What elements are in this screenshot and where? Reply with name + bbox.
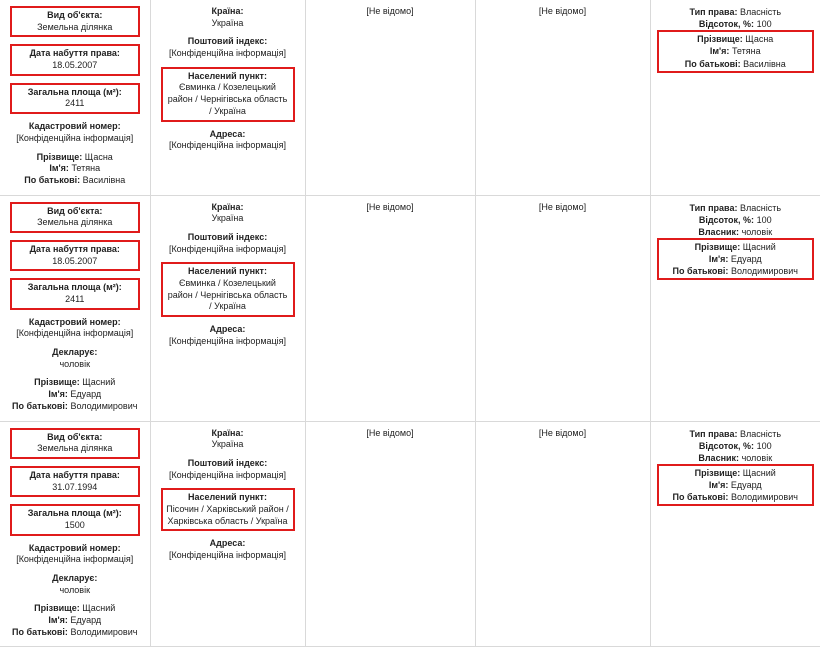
patronymic-value: Володимирович bbox=[70, 626, 138, 637]
row-1-rights-cell bbox=[650, 195, 820, 421]
total-area-value: 1500 bbox=[64, 519, 85, 530]
person-block bbox=[4, 377, 146, 412]
object-type-label: Вид об'єкта: bbox=[47, 205, 103, 216]
owner-surname-value: Щасний bbox=[742, 467, 776, 478]
declarant-value: чоловік bbox=[59, 584, 91, 595]
cadastral-block bbox=[4, 121, 146, 144]
surname-value: Щасний bbox=[82, 377, 116, 388]
owner-person-block bbox=[657, 464, 815, 506]
patronymic-value: Володимирович bbox=[70, 400, 138, 411]
right-type-label: Тип права: bbox=[689, 7, 738, 17]
country-block bbox=[155, 6, 301, 29]
postal-label: Поштовий індекс: bbox=[187, 231, 268, 242]
percent-label: Відсоток, %: bbox=[698, 440, 755, 451]
patronymic-line bbox=[4, 401, 146, 413]
percent-line bbox=[655, 440, 817, 452]
patronymic-value: Василівна bbox=[82, 174, 126, 185]
person-block bbox=[4, 152, 146, 187]
declarant-label: Декларує: bbox=[52, 573, 98, 583]
address-value: [Конфіденційна інформація] bbox=[168, 335, 287, 346]
owner-surname-label: Прізвище: bbox=[694, 241, 741, 252]
row-1-col3-cell bbox=[305, 195, 475, 421]
right-type-value: Власність bbox=[739, 7, 782, 17]
object-type-value: Земельна ділянка bbox=[37, 443, 113, 454]
owner-label: Власник: bbox=[698, 226, 740, 237]
name-line bbox=[4, 389, 146, 401]
row-1-object-cell bbox=[0, 195, 150, 421]
address-label: Адреса: bbox=[209, 538, 246, 549]
country-block bbox=[155, 202, 301, 225]
name-value: Едуард bbox=[70, 389, 102, 400]
unknown-value: [Не відомо] bbox=[538, 6, 587, 16]
surname-line bbox=[4, 603, 146, 615]
country-value: Україна bbox=[211, 439, 244, 450]
cadastral-value: [Конфіденційна інформація] bbox=[16, 328, 134, 339]
locality-value: Пісочин / Харківський район / Харківська область / Україна bbox=[166, 503, 289, 526]
row-2-rights-cell bbox=[650, 421, 820, 647]
object-type-block bbox=[10, 6, 140, 37]
name-label: Ім'я: bbox=[48, 389, 68, 400]
owner-label: Власник: bbox=[698, 452, 740, 463]
right-type-label: Тип права: bbox=[689, 202, 738, 213]
cadastral-label: Кадастровий номер: bbox=[28, 121, 121, 132]
owner-value: чоловік bbox=[741, 452, 773, 463]
owner-surname-line bbox=[662, 33, 810, 45]
postal-block bbox=[155, 458, 301, 481]
percent-label: Відсоток, %: bbox=[698, 214, 755, 225]
country-label: Країна: bbox=[211, 201, 244, 212]
surname-value: Щасна bbox=[84, 151, 113, 162]
country-block bbox=[155, 428, 301, 451]
owner-patronymic-label: По батькові: bbox=[672, 266, 729, 277]
owner-surname-line bbox=[662, 241, 810, 253]
owner-name-label: Ім'я: bbox=[708, 254, 729, 265]
table-row bbox=[0, 0, 820, 195]
name-value: Едуард bbox=[70, 615, 102, 626]
rights-date-value: 18.05.2007 bbox=[52, 60, 98, 71]
cadastral-block bbox=[4, 317, 146, 340]
owner-name-label: Ім'я: bbox=[709, 46, 730, 57]
owner-name-line bbox=[662, 45, 810, 57]
total-area-value: 2411 bbox=[65, 98, 85, 109]
percent-value: 100 bbox=[756, 19, 772, 30]
owner-value: чоловік bbox=[741, 226, 773, 237]
owner-patronymic-label: По батькові: bbox=[672, 492, 729, 503]
right-type-value: Власність bbox=[739, 202, 782, 213]
locality-block bbox=[161, 262, 295, 317]
cadastral-value: [Конфіденційна інформація] bbox=[16, 132, 134, 143]
object-type-label: Вид об'єкта: bbox=[47, 10, 103, 20]
declarant-value: чоловік bbox=[59, 358, 91, 369]
total-area-block bbox=[10, 504, 140, 535]
total-area-block bbox=[10, 278, 140, 309]
address-value: [Конфіденційна інформація] bbox=[168, 140, 287, 151]
locality-block bbox=[161, 67, 295, 122]
owner-person-block bbox=[657, 30, 815, 72]
table-row bbox=[0, 421, 820, 647]
row-1-col4-cell bbox=[475, 195, 650, 421]
owner-patronymic-label: По батькові: bbox=[684, 58, 741, 69]
percent-line bbox=[655, 214, 817, 226]
locality-value: Євминка / Козелецький район / Чернігівська область / Україна bbox=[167, 278, 288, 312]
owner-name-line bbox=[662, 479, 810, 491]
surname-line bbox=[4, 152, 146, 164]
rights-date-label: Дата набуття права: bbox=[29, 243, 120, 254]
owner-patronymic-line bbox=[662, 58, 810, 70]
owner-name-line bbox=[662, 253, 810, 265]
cadastral-block bbox=[4, 543, 146, 566]
name-line bbox=[4, 163, 146, 175]
name-line bbox=[4, 615, 146, 627]
postal-value: [Конфіденційна інформація] bbox=[168, 469, 287, 480]
owner-surname-label: Прізвище: bbox=[697, 34, 743, 45]
owner-line bbox=[655, 226, 817, 238]
owner-patronymic-line bbox=[662, 265, 810, 277]
rights-date-block bbox=[10, 240, 140, 271]
row-2-location-cell bbox=[150, 421, 305, 647]
percent-label: Відсоток, %: bbox=[698, 19, 755, 30]
locality-value: Євминка / Козелецький район / Чернігівська область / Україна bbox=[167, 82, 288, 116]
address-value: [Конфіденційна інформація] bbox=[168, 550, 287, 560]
postal-value: [Конфіденційна інформація] bbox=[168, 48, 287, 59]
total-area-value: 2411 bbox=[65, 294, 85, 304]
name-label: Ім'я: bbox=[48, 615, 68, 626]
postal-label: Поштовий індекс: bbox=[187, 36, 268, 47]
country-value: Україна bbox=[211, 17, 244, 28]
object-type-value: Земельна ділянка bbox=[37, 217, 113, 228]
postal-label: Поштовий індекс: bbox=[187, 457, 268, 468]
locality-block bbox=[161, 488, 295, 531]
owner-surname-line bbox=[662, 467, 810, 479]
total-area-label: Загальна площа (м²): bbox=[27, 282, 122, 293]
patronymic-label: По батькові: bbox=[24, 174, 81, 185]
address-block bbox=[155, 324, 301, 347]
owner-person-block bbox=[657, 238, 815, 280]
row-0-col3-cell bbox=[305, 0, 475, 195]
postal-block bbox=[155, 232, 301, 255]
right-type-label: Тип права: bbox=[689, 428, 738, 439]
name-label: Ім'я: bbox=[49, 163, 69, 174]
postal-block bbox=[155, 36, 301, 59]
row-1-location-cell bbox=[150, 195, 305, 421]
owner-patronymic-value: Володимирович bbox=[730, 492, 798, 503]
patronymic-label: По батькові: bbox=[12, 626, 68, 637]
owner-surname-label: Прізвище: bbox=[694, 467, 741, 478]
owner-surname-value: Щасна bbox=[745, 34, 774, 45]
table-row bbox=[0, 195, 820, 421]
rights-date-value: 18.05.2007 bbox=[52, 255, 98, 266]
unknown-value: [Не відомо] bbox=[538, 201, 587, 212]
owner-patronymic-line bbox=[662, 491, 810, 503]
right-type-line bbox=[655, 6, 817, 18]
right-type-line bbox=[655, 202, 817, 214]
country-label: Країна: bbox=[211, 427, 244, 438]
owner-patronymic-value: Василівна bbox=[743, 58, 786, 69]
rights-date-value: 31.07.1994 bbox=[52, 481, 98, 492]
patronymic-line bbox=[4, 627, 146, 639]
cadastral-label: Кадастровий номер: bbox=[28, 316, 121, 327]
country-label: Країна: bbox=[211, 6, 244, 16]
total-area-label: Загальна площа (м²): bbox=[27, 508, 122, 519]
address-block bbox=[155, 538, 301, 561]
surname-line bbox=[4, 377, 146, 389]
name-value: Тетяна bbox=[71, 163, 101, 174]
object-type-label: Вид об'єкта: bbox=[47, 431, 103, 442]
patronymic-label: По батькові: bbox=[12, 400, 68, 411]
locality-label: Населений пункт: bbox=[188, 266, 267, 277]
unknown-value: [Не відомо] bbox=[366, 6, 414, 16]
percent-line bbox=[655, 18, 817, 30]
object-type-value: Земельна ділянка bbox=[37, 21, 113, 32]
row-2-object-cell bbox=[0, 421, 150, 647]
percent-value: 100 bbox=[756, 440, 772, 451]
unknown-value: [Не відомо] bbox=[366, 201, 414, 212]
declarant-label: Декларує: bbox=[52, 347, 98, 358]
owner-surname-value: Щасний bbox=[742, 241, 776, 252]
surname-value: Щасний bbox=[82, 603, 116, 614]
owner-patronymic-value: Володимирович bbox=[730, 266, 798, 277]
address-block bbox=[155, 129, 301, 152]
row-0-object-cell bbox=[0, 0, 150, 195]
percent-value: 100 bbox=[756, 214, 772, 225]
total-area-block bbox=[10, 83, 140, 114]
person-block bbox=[4, 603, 146, 638]
declarant-block bbox=[4, 573, 146, 596]
rights-date-label: Дата набуття права: bbox=[29, 48, 120, 59]
cadastral-value: [Конфіденційна інформація] bbox=[16, 554, 134, 565]
declarant-block bbox=[4, 347, 146, 370]
total-area-label: Загальна площа (м²): bbox=[27, 86, 122, 97]
owner-name-label: Ім'я: bbox=[708, 480, 729, 491]
address-label: Адреса: bbox=[209, 128, 246, 139]
surname-label: Прізвище: bbox=[34, 377, 80, 388]
owner-name-value: Едуард bbox=[730, 254, 762, 265]
owner-name-value: Едуард bbox=[730, 480, 762, 491]
row-0-location-cell bbox=[150, 0, 305, 195]
owner-name-value: Тетяна bbox=[731, 46, 761, 57]
rights-date-label: Дата набуття права: bbox=[29, 469, 120, 480]
row-0-col4-cell bbox=[475, 0, 650, 195]
row-2-col4-cell bbox=[475, 421, 650, 647]
right-type-value: Власність bbox=[739, 428, 782, 439]
surname-label: Прізвище: bbox=[36, 151, 83, 162]
postal-value: [Конфіденційна інформація] bbox=[168, 243, 287, 254]
unknown-value: [Не відомо] bbox=[366, 427, 414, 438]
owner-line bbox=[655, 452, 817, 464]
object-type-block bbox=[10, 428, 140, 459]
row-2-col3-cell bbox=[305, 421, 475, 647]
surname-label: Прізвище: bbox=[34, 603, 80, 614]
object-type-block bbox=[10, 202, 140, 233]
row-0-rights-cell bbox=[650, 0, 820, 195]
cadastral-label: Кадастровий номер: bbox=[28, 542, 121, 553]
right-type-line bbox=[655, 428, 817, 440]
rights-date-block bbox=[10, 44, 140, 75]
locality-label: Населений пункт: bbox=[188, 70, 267, 81]
country-value: Україна bbox=[211, 213, 244, 224]
patronymic-line bbox=[4, 175, 146, 187]
unknown-value: [Не відомо] bbox=[538, 427, 587, 438]
address-label: Адреса: bbox=[209, 324, 246, 335]
locality-label: Населений пункт: bbox=[188, 492, 267, 503]
